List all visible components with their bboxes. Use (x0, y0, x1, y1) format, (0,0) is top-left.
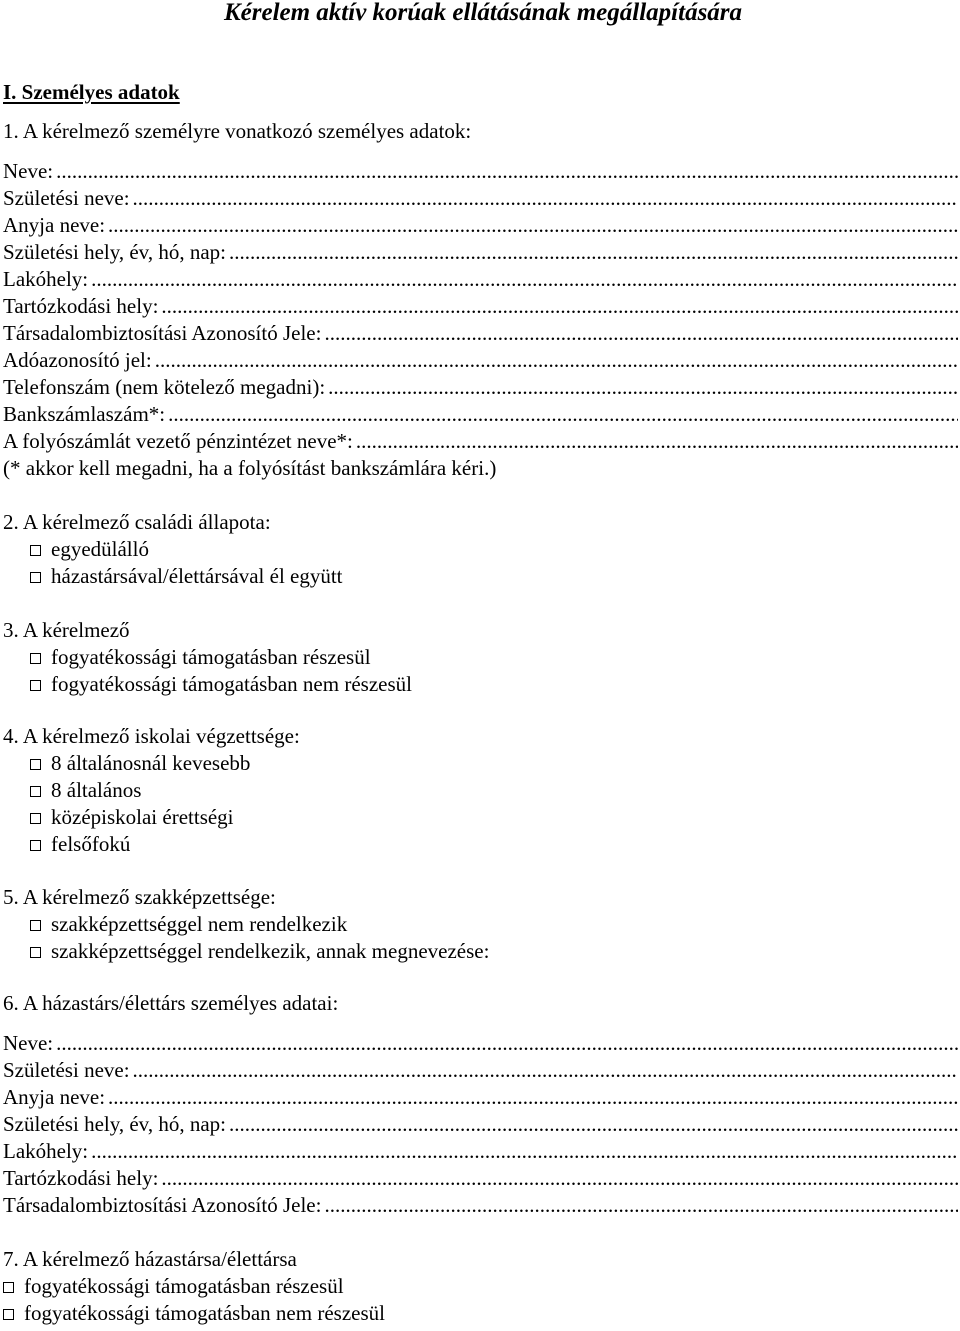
checkbox-icon[interactable] (30, 572, 41, 583)
fill-in-dots (155, 347, 958, 374)
fill-in-dots (328, 374, 958, 401)
field-applicant-taj[interactable] (3, 320, 958, 347)
checkbox-icon[interactable] (30, 653, 41, 664)
field-applicant-birth-name[interactable] (3, 185, 958, 212)
field-label: Lakóhely: (3, 267, 89, 291)
fill-in-dots (56, 158, 958, 185)
fill-in-dots (91, 266, 958, 293)
checkbox-icon[interactable] (3, 1282, 14, 1293)
option-education-secondary[interactable] (30, 804, 234, 831)
field-partner-mother-name[interactable] (3, 1084, 958, 1111)
option-label: fogyatékossági támogatásban nem részesül (51, 672, 412, 696)
field-label: Bankszámlaszám*: (3, 402, 166, 426)
q4-heading: 4. A kérelmező iskolai végzettsége: (3, 724, 300, 748)
fill-in-dots (161, 1165, 958, 1192)
option-label: szakképzettséggel nem rendelkezik (51, 912, 348, 936)
field-label: Adóazonosító jel: (3, 348, 152, 372)
option-label: fogyatékossági támogatásban részesül (24, 1274, 344, 1298)
section-heading: I. Személyes adatok (3, 80, 180, 104)
form-title: Kérelem aktív korúak ellátásának megállapítására (223, 0, 743, 26)
field-label: Neve: (3, 159, 54, 183)
fill-in-dots (161, 293, 958, 320)
field-applicant-residence[interactable] (3, 266, 958, 293)
option-disability-support-yes[interactable] (30, 644, 371, 671)
q5-heading: 5. A kérelmező szakképzettsége: (3, 885, 276, 909)
field-label: A folyószámlát vezető pénzintézet neve*: (3, 429, 353, 453)
field-applicant-tax-id[interactable] (3, 347, 958, 374)
field-label: Telefonszám (nem kötelező megadni): (3, 375, 326, 399)
option-partner-disability-yes[interactable] (3, 1273, 344, 1300)
field-label: Anyja neve: (3, 213, 106, 237)
checkbox-icon[interactable] (30, 759, 41, 770)
checkbox-icon[interactable] (30, 813, 41, 824)
option-partner-disability-no[interactable] (3, 1300, 385, 1327)
field-partner-taj[interactable] (3, 1192, 958, 1219)
option-label: felsőfokú (51, 832, 131, 856)
field-applicant-name[interactable] (3, 158, 958, 185)
checkbox-icon[interactable] (30, 786, 41, 797)
field-label: Tartózkodási hely: (3, 1166, 159, 1190)
fill-in-dots (229, 1111, 958, 1138)
field-applicant-bank-account[interactable] (3, 401, 958, 428)
field-partner-residence[interactable] (3, 1138, 958, 1165)
field-label: Születési hely, év, hó, nap: (3, 240, 226, 264)
q1-heading: 1. A kérelmező személyre vonatkozó személyes adatok: (3, 119, 472, 143)
field-partner-stay-place[interactable] (3, 1165, 958, 1192)
field-applicant-mother-name[interactable] (3, 212, 958, 239)
option-label: házastársával/élettársával él együtt (51, 564, 343, 588)
field-applicant-birth-place-date[interactable] (3, 239, 958, 266)
bank-note: (* akkor kell megadni, ha a folyósítást bankszámlára kéri.) (3, 456, 497, 480)
checkbox-icon[interactable] (30, 680, 41, 691)
field-applicant-phone[interactable] (3, 374, 958, 401)
fill-in-dots (324, 1192, 958, 1219)
option-label: szakképzettséggel rendelkezik, annak megnevezése: (51, 939, 490, 963)
option-disability-support-no[interactable] (30, 671, 412, 698)
checkbox-icon[interactable] (30, 947, 41, 958)
fill-in-dots (229, 239, 958, 266)
option-living-with-partner[interactable] (30, 563, 343, 590)
fill-in-dots (91, 1138, 958, 1165)
field-label: Tartózkodási hely: (3, 294, 159, 318)
field-label: Társadalombiztosítási Azonosító Jele: (3, 321, 322, 345)
checkbox-icon[interactable] (3, 1309, 14, 1320)
checkbox-icon[interactable] (30, 545, 41, 556)
checkbox-icon[interactable] (30, 920, 41, 931)
field-partner-name[interactable] (3, 1030, 958, 1057)
option-single[interactable] (30, 536, 149, 563)
option-label: fogyatékossági támogatásban részesül (51, 645, 371, 669)
field-label: Lakóhely: (3, 1139, 89, 1163)
option-label: 8 általános (51, 778, 142, 802)
field-label: Születési hely, év, hó, nap: (3, 1112, 226, 1136)
field-applicant-bank-name[interactable] (3, 428, 958, 455)
field-label: Anyja neve: (3, 1085, 106, 1109)
option-qualification-yes[interactable] (30, 938, 489, 965)
fill-in-dots (356, 428, 958, 455)
option-label: középiskolai érettségi (51, 805, 234, 829)
field-label: Neve: (3, 1031, 54, 1055)
q2-heading: 2. A kérelmező családi állapota: (3, 510, 271, 534)
option-education-below-8[interactable] (30, 750, 250, 777)
field-partner-birth-place-date[interactable] (3, 1111, 958, 1138)
field-partner-birth-name[interactable] (3, 1057, 958, 1084)
fill-in-dots (324, 320, 958, 347)
checkbox-icon[interactable] (30, 840, 41, 851)
field-applicant-stay-place[interactable] (3, 293, 958, 320)
option-education-higher[interactable] (30, 831, 130, 858)
fill-in-dots (168, 401, 958, 428)
field-label: Társadalombiztosítási Azonosító Jele: (3, 1193, 322, 1217)
option-label: egyedülálló (51, 537, 149, 561)
q6-heading: 6. A házastárs/élettárs személyes adatai: (3, 991, 339, 1015)
option-label: 8 általánosnál kevesebb (51, 751, 251, 775)
field-label: Születési neve: (3, 1058, 130, 1082)
q3-heading: 3. A kérelmező (3, 618, 130, 642)
fill-in-dots (56, 1030, 958, 1057)
option-qualification-no[interactable] (30, 911, 347, 938)
option-label: fogyatékossági támogatásban nem részesül (24, 1301, 385, 1325)
fill-in-dots (108, 212, 958, 239)
option-education-8[interactable] (30, 777, 141, 804)
fill-in-dots (133, 185, 958, 212)
field-label: Születési neve: (3, 186, 130, 210)
fill-in-dots (133, 1057, 958, 1084)
q7-heading: 7. A kérelmező házastársa/élettársa (3, 1247, 297, 1271)
fill-in-dots (108, 1084, 958, 1111)
